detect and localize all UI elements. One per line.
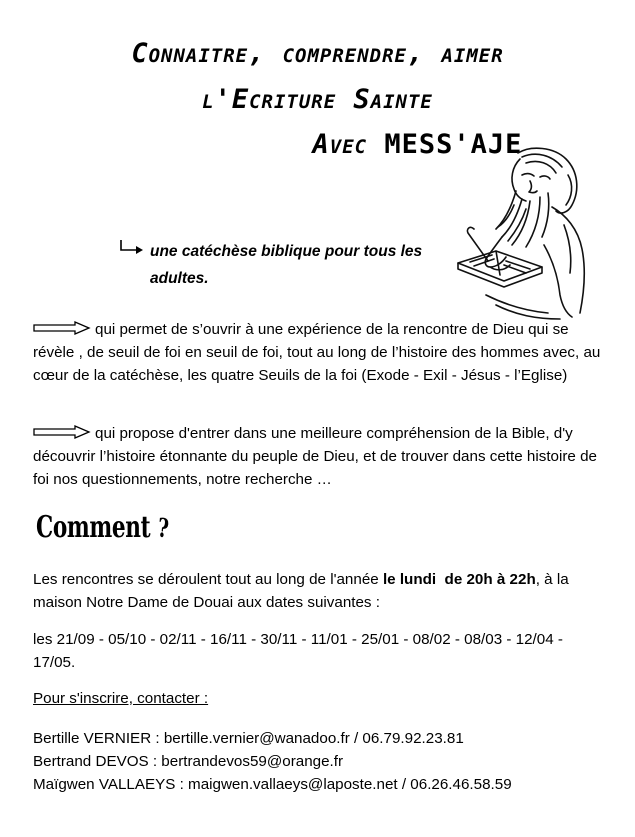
paragraph-understanding (33, 422, 603, 491)
contact-line: Bertrand DEVOS : bertrandevos59@orange.fr (33, 753, 344, 770)
contact-line: Bertille VERNIER : bertille.vernier@wanadoo.fr / 06.79.92.23.81 (33, 730, 464, 747)
paragraph-experience (33, 318, 603, 387)
contact-line: Maïgwen VALLAEYS : maigwen.vallaeys@laposte.net / 06.26.46.58.59 (33, 776, 512, 793)
paragraph-understanding-text: qui propose d'entrer dans une meilleure compréhension de la Bible, d'y découvrir l’histoire étonnante du peuple de Dieu, et de trouver dans cette histoire de foi nos questionnements, notre recherche … (33, 425, 597, 488)
comment-question-mark: ? (155, 513, 170, 545)
schedule-time: de 20h à 22h (444, 571, 536, 588)
schedule-day: le lundi (382, 571, 437, 588)
signup-label: Pour s'inscrire, contacter : (33, 690, 209, 707)
schedule-before: Les rencontres se déroulent tout au long de l'année (33, 571, 383, 588)
dates-list: les 21/09 - 05/10 - 02/11 - 16/11 - 30/11 - 11/01 - 25/01 - 08/02 - 08/03 - 12/04 - 17/05. (33, 631, 563, 671)
comment-word: Comment (36, 510, 151, 545)
title-line-1: Connaitre, comprendre, aimer (131, 38, 504, 69)
hooked-arrow-icon (118, 238, 146, 258)
schedule-after: , à la maison Notre Dame de Douai aux dates suivantes : (33, 571, 569, 611)
intro-text: une catéchèse biblique pour tous les adultes. (150, 243, 423, 287)
comment-heading (36, 510, 168, 545)
title-name: MESS'AJE (384, 129, 523, 160)
title-line-2: l'Ecriture Sainte (202, 84, 433, 115)
outline-arrow-icon (33, 321, 91, 335)
paragraph-experience-text: qui permet de s’ouvrir à une expérience de la rencontre de Dieu qui se révèle , de seuil de foi en seuil de foi, tout au long de l’histoire des hommes avec, au cœur de la catéchèse, les quatre Seuils de la foi (Exode - Exil - Jésus - l’Eglise) (33, 321, 601, 384)
scribe-illustration (456, 145, 591, 320)
title-prefix: Avec (312, 129, 368, 160)
schedule-text (33, 568, 603, 614)
outline-arrow-icon (33, 425, 91, 439)
